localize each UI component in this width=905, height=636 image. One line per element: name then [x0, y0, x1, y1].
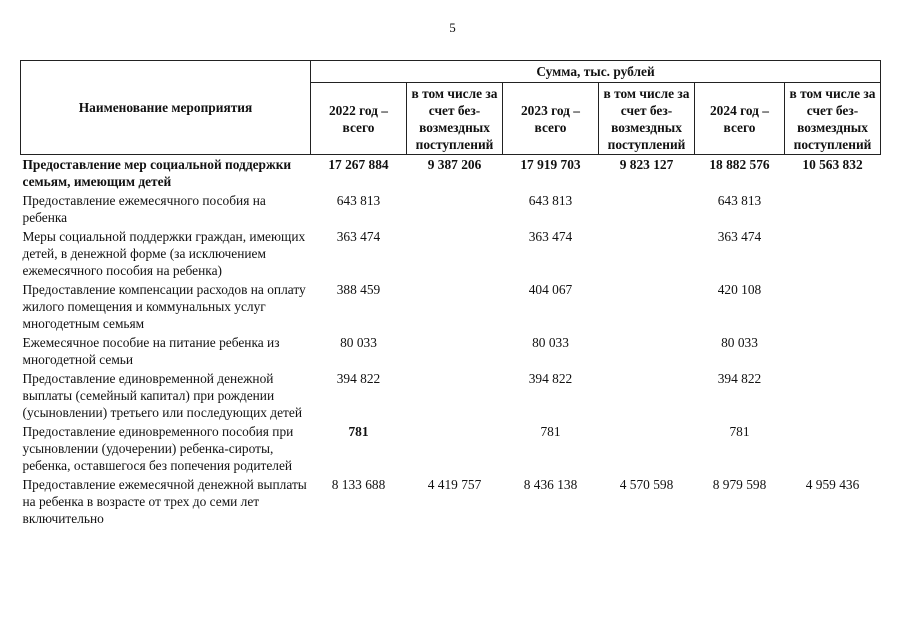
subheader-2022-total: 2022 год – всего: [311, 83, 407, 155]
cell-value: 363 474: [717, 229, 762, 244]
row-name: Предоставление мер социальной поддержки семьям, имеющим детей: [22, 157, 292, 189]
cell-value: [407, 227, 503, 280]
cell-value: 80 033: [532, 335, 569, 350]
cell-value: 404 067: [528, 282, 573, 297]
table-row: [21, 333, 881, 369]
cell-value: 394 822: [717, 371, 762, 386]
subheader-2023-total: 2023 год – всего: [503, 83, 599, 155]
table-row: [21, 191, 881, 227]
cell-value: [599, 369, 695, 422]
cell-value: 781: [540, 424, 561, 439]
cell-value: 363 474: [336, 229, 381, 244]
cell-value: [785, 191, 881, 227]
table-row: [21, 369, 881, 422]
cell-value: [785, 280, 881, 333]
cell-value: [785, 333, 881, 369]
cell-value: 394 822: [528, 371, 573, 386]
cell-value: 643 813: [717, 193, 762, 208]
cell-value: [599, 422, 695, 475]
cell-value: 10 563 832: [802, 157, 863, 172]
cell-value: [599, 227, 695, 280]
row-name: Ежемесячное пособие на питание ребенка из многодетной семьи: [22, 335, 280, 367]
cell-value: 4 959 436: [805, 477, 860, 492]
cell-value: 8 133 688: [331, 477, 386, 492]
cell-value: 781: [729, 424, 750, 439]
table-row: [21, 280, 881, 333]
cell-value: 4 570 598: [619, 477, 674, 492]
cell-value: 80 033: [721, 335, 758, 350]
cell-value: [599, 333, 695, 369]
subheader-2023-grants: в том числе за счет без-возмездных поступлений: [599, 83, 695, 155]
table-row: [21, 155, 881, 192]
subheader-2024-total: 2024 год – всего: [695, 83, 785, 155]
subheader-2024-grants: в том числе за счет без-возмездных поступлений: [785, 83, 881, 155]
row-name: Меры социальной поддержки граждан, имеющих детей, в денежной форме (за исключением ежемесячного пособия на ребенка): [22, 229, 306, 278]
cell-value: [407, 333, 503, 369]
name-column-header: Наименование мероприятия: [21, 61, 311, 155]
cell-value: 18 882 576: [709, 157, 770, 172]
cell-value: 9 387 206: [427, 157, 482, 172]
cell-value: 4 419 757: [427, 477, 482, 492]
subheader-2022-grants: в том числе за счет без-возмездных поступлений: [407, 83, 503, 155]
cell-value: [599, 280, 695, 333]
cell-value: 388 459: [336, 282, 381, 297]
cell-value: 8 436 138: [523, 477, 578, 492]
page-number: 5: [449, 20, 456, 35]
table-row: [21, 475, 881, 528]
row-name: Предоставление единовременной денежной выплаты (семейный капитал) при рождении (усыновлении) третьего или последующих детей: [22, 371, 302, 420]
cell-value: [407, 191, 503, 227]
cell-value: 8 979 598: [712, 477, 767, 492]
cell-value: [407, 422, 503, 475]
cell-value: [407, 280, 503, 333]
cell-value: 643 813: [336, 193, 381, 208]
cell-value: 643 813: [528, 193, 573, 208]
cell-value: 17 267 884: [328, 157, 389, 172]
table-row: [21, 227, 881, 280]
budget-table: [20, 60, 881, 528]
row-name: Предоставление компенсации расходов на оплату жилого помещения и коммунальных услуг многодетным семьям: [22, 282, 306, 331]
cell-value: [407, 369, 503, 422]
table-row: [21, 422, 881, 475]
cell-value: 17 919 703: [520, 157, 581, 172]
cell-value: 394 822: [336, 371, 381, 386]
row-name: Предоставление единовременного пособия при усыновлении (удочерении) ребенка-сироты, ребенка, оставшегося без попечения родителей: [22, 424, 294, 473]
cell-value: 420 108: [717, 282, 762, 297]
cell-value: 80 033: [340, 335, 377, 350]
cell-value: [785, 422, 881, 475]
sum-column-header: Сумма, тыс. рублей: [311, 61, 881, 83]
cell-value: 9 823 127: [619, 157, 674, 172]
row-name: Предоставление ежемесячной денежной выплаты на ребенка в возрасте от трех до семи лет включительно: [22, 477, 307, 526]
cell-value: 363 474: [528, 229, 573, 244]
cell-value: [785, 369, 881, 422]
cell-value: [599, 191, 695, 227]
cell-value: 781: [348, 424, 369, 439]
cell-value: [785, 227, 881, 280]
row-name: Предоставление ежемесячного пособия на ребенка: [22, 193, 266, 225]
